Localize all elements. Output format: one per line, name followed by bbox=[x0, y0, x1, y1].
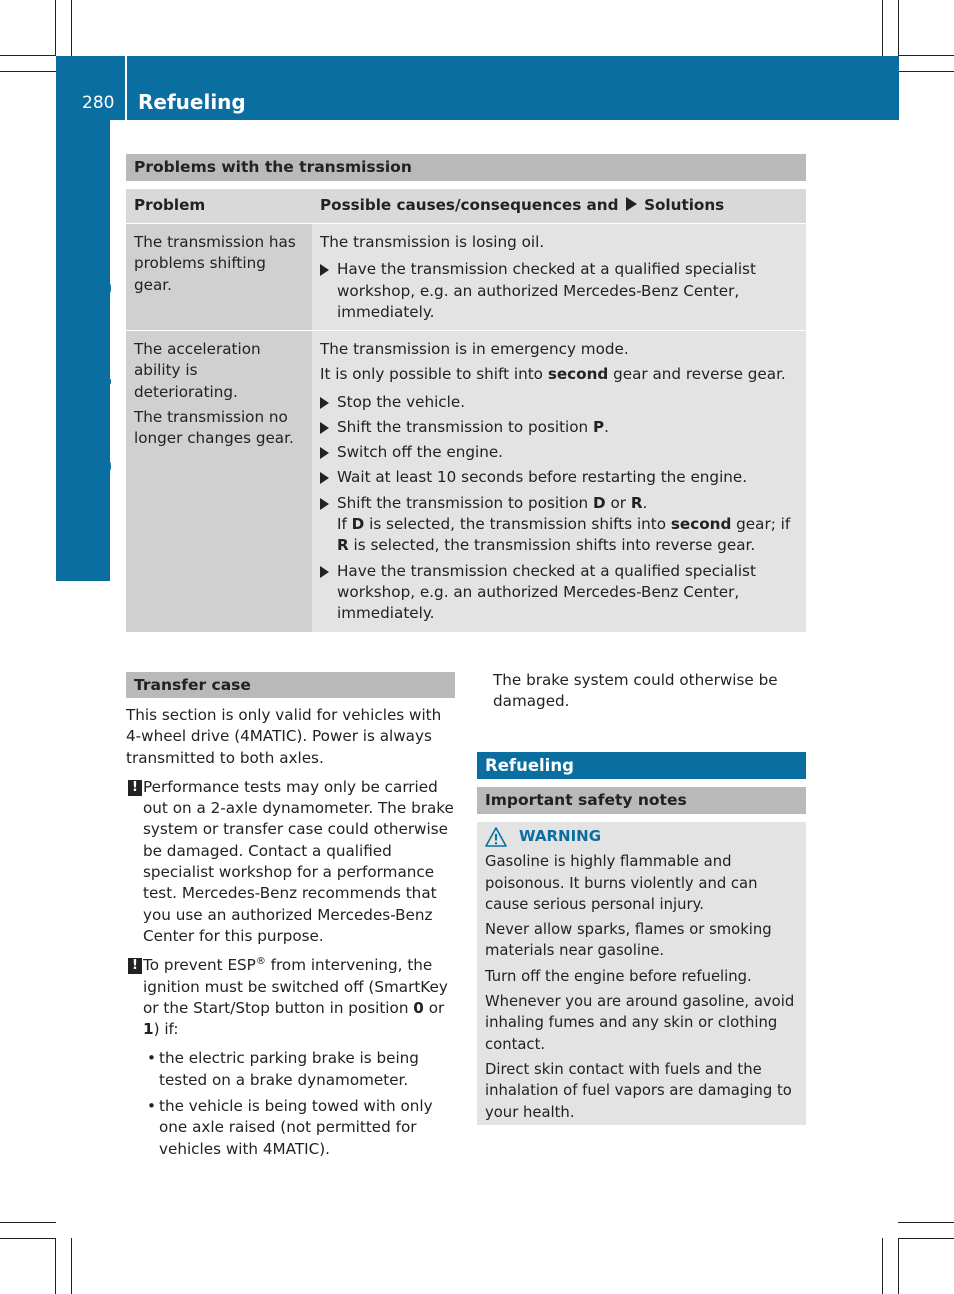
table-row-causes-2: The transmission is in emergency mode. It is only possible to shift into second gear and reverse gear. Stop the vehicle. Shift the transmission to position P. Switch off the engine. Wait at least 10 seconds before restarting the engine. Shift the transmission to position D or R. If D is selected, the transmission shifts into second gear; if R is selected, the transmission shifts into reverse gear. Have the transmission checked at a qualified specialist workshop, e.g. an authorized Mercedes-Benz Center, immediately. bbox=[312, 331, 806, 632]
transfer-case-heading: Transfer case bbox=[126, 672, 455, 698]
arrow-icon bbox=[320, 422, 329, 434]
action-step: Shift the transmission to position D or R. If D is selected, the transmission shifts into second gear; if R is selected, the transmission shifts into reverse gear. bbox=[320, 493, 798, 557]
crop-mark bbox=[0, 1238, 56, 1239]
page-header bbox=[56, 56, 899, 120]
bullet-icon: • bbox=[147, 1097, 156, 1116]
transmission-heading: Problems with the transmission bbox=[126, 154, 806, 181]
crop-mark bbox=[898, 1238, 954, 1239]
action-step: Have the transmission checked at a qualified specialist workshop, e.g. an authorized Mercedes-Benz Center, immediately. bbox=[320, 561, 798, 625]
table-row-problem-1: The transmission has problems shifting gear. bbox=[126, 224, 312, 330]
notice-block: ! To prevent ESP® from intervening, the ignition must be switched off (SmartKey or the Start/Stop button in position 0 or 1) if: bbox=[126, 955, 460, 1040]
section-title: Refueling bbox=[138, 90, 246, 114]
side-tab-label: Driving and parking bbox=[83, 277, 112, 559]
list-item: • the electric parking brake is being tested on a brake dynamometer. bbox=[147, 1049, 419, 1089]
warning-paragraph: Direct skin contact with fuels and the inhalation of fuel vapors are damaging to your health. bbox=[485, 1060, 792, 1121]
crop-mark bbox=[55, 0, 56, 56]
arrow-icon bbox=[320, 397, 329, 409]
action-step: Have the transmission checked at a qualified specialist workshop, e.g. an authorized Mercedes-Benz Center, immediately. bbox=[320, 259, 798, 323]
action-step: Stop the vehicle. bbox=[320, 392, 798, 413]
crop-mark bbox=[71, 1238, 72, 1294]
transfer-case-continued: The brake system could otherwise be damaged. bbox=[493, 671, 778, 711]
warning-triangle-icon bbox=[485, 827, 507, 847]
action-step: Shift the transmission to position P. bbox=[320, 417, 798, 438]
arrow-icon bbox=[320, 566, 329, 578]
header-divider bbox=[125, 56, 127, 120]
crop-mark bbox=[898, 55, 954, 56]
arrow-icon bbox=[626, 197, 637, 211]
crop-mark bbox=[882, 0, 883, 56]
crop-mark bbox=[882, 1238, 883, 1294]
notice-block: ! Performance tests may only be carried out on a 2-axle dynamometer. The brake system or transfer case could otherwise be damaged. Contact a qualified specialist workshop for a performance test. Mercedes-Benz recommends that you use an authorized Mercedes-Benz Center for this purpose. bbox=[126, 777, 460, 947]
transfer-case-body: This section is only valid for vehicles with 4-wheel drive (4MATIC). Power is always transmitted to both axles. ! Performance tests may only be carried out on a 2-axle dynamometer. The brake system or transfer case could otherwise be damaged. Contact a qualified specialist workshop for a performance test. Mercedes-Benz recommends that you use an authorized Mercedes-Benz Center for this purpose. ! To prevent ESP® from intervening, the ignition must be switched off (SmartKey or the Start/Stop button in position 0 or 1) if: • the electric parking brake is being tested on a brake dynamometer. • the vehicle is being towed with only one axle raised (not permitted for vehicles with 4MATIC). bbox=[126, 705, 460, 1160]
safety-notes-heading: Important safety notes bbox=[477, 787, 806, 814]
bullet-icon: • bbox=[147, 1049, 156, 1068]
arrow-icon bbox=[320, 264, 329, 276]
warning-paragraph: Gasoline is highly flammable and poisonous. It burns violently and can cause serious personal injury. bbox=[485, 853, 758, 913]
crop-mark bbox=[0, 55, 56, 56]
table-row-problem-2: The acceleration ability is deteriorating. The transmission no longer changes gear. bbox=[126, 331, 312, 632]
list-item: • the vehicle is being towed with only one axle raised (not permitted for vehicles with 4MATIC). bbox=[147, 1097, 433, 1158]
col-header-causes: Possible causes/consequences and Solutions bbox=[312, 189, 806, 223]
warning-paragraph: Never allow sparks, flames or smoking materials near gasoline. bbox=[485, 921, 772, 960]
arrow-icon bbox=[320, 472, 329, 484]
crop-mark bbox=[55, 1238, 56, 1294]
crop-mark bbox=[0, 1222, 56, 1223]
table-row-causes-1: The transmission is losing oil. Have the transmission checked at a qualified specialist workshop, e.g. an authorized Mercedes-Benz Center, immediately. bbox=[312, 224, 806, 330]
arrow-icon bbox=[320, 498, 329, 510]
exclamation-icon: ! bbox=[128, 780, 142, 796]
col-header-problem: Problem bbox=[126, 189, 312, 223]
warning-paragraph: Whenever you are around gasoline, avoid inhaling fumes and any skin or clothing contact. bbox=[485, 993, 795, 1053]
action-step: Wait at least 10 seconds before restarting the engine. bbox=[320, 467, 798, 488]
warning-label: WARNING bbox=[519, 827, 602, 845]
exclamation-icon: ! bbox=[128, 958, 142, 974]
crop-mark bbox=[898, 1238, 899, 1294]
arrow-icon bbox=[320, 447, 329, 459]
page-number: 280 bbox=[82, 93, 115, 113]
crop-mark bbox=[898, 71, 954, 72]
crop-mark bbox=[898, 1222, 954, 1223]
refueling-heading: Refueling bbox=[477, 752, 806, 779]
action-step: Switch off the engine. bbox=[320, 442, 798, 463]
crop-mark bbox=[898, 0, 899, 56]
crop-mark bbox=[0, 71, 56, 72]
warning-box bbox=[477, 822, 806, 1125]
crop-mark bbox=[71, 0, 72, 56]
warning-paragraph: Turn off the engine before refueling. bbox=[485, 967, 752, 985]
